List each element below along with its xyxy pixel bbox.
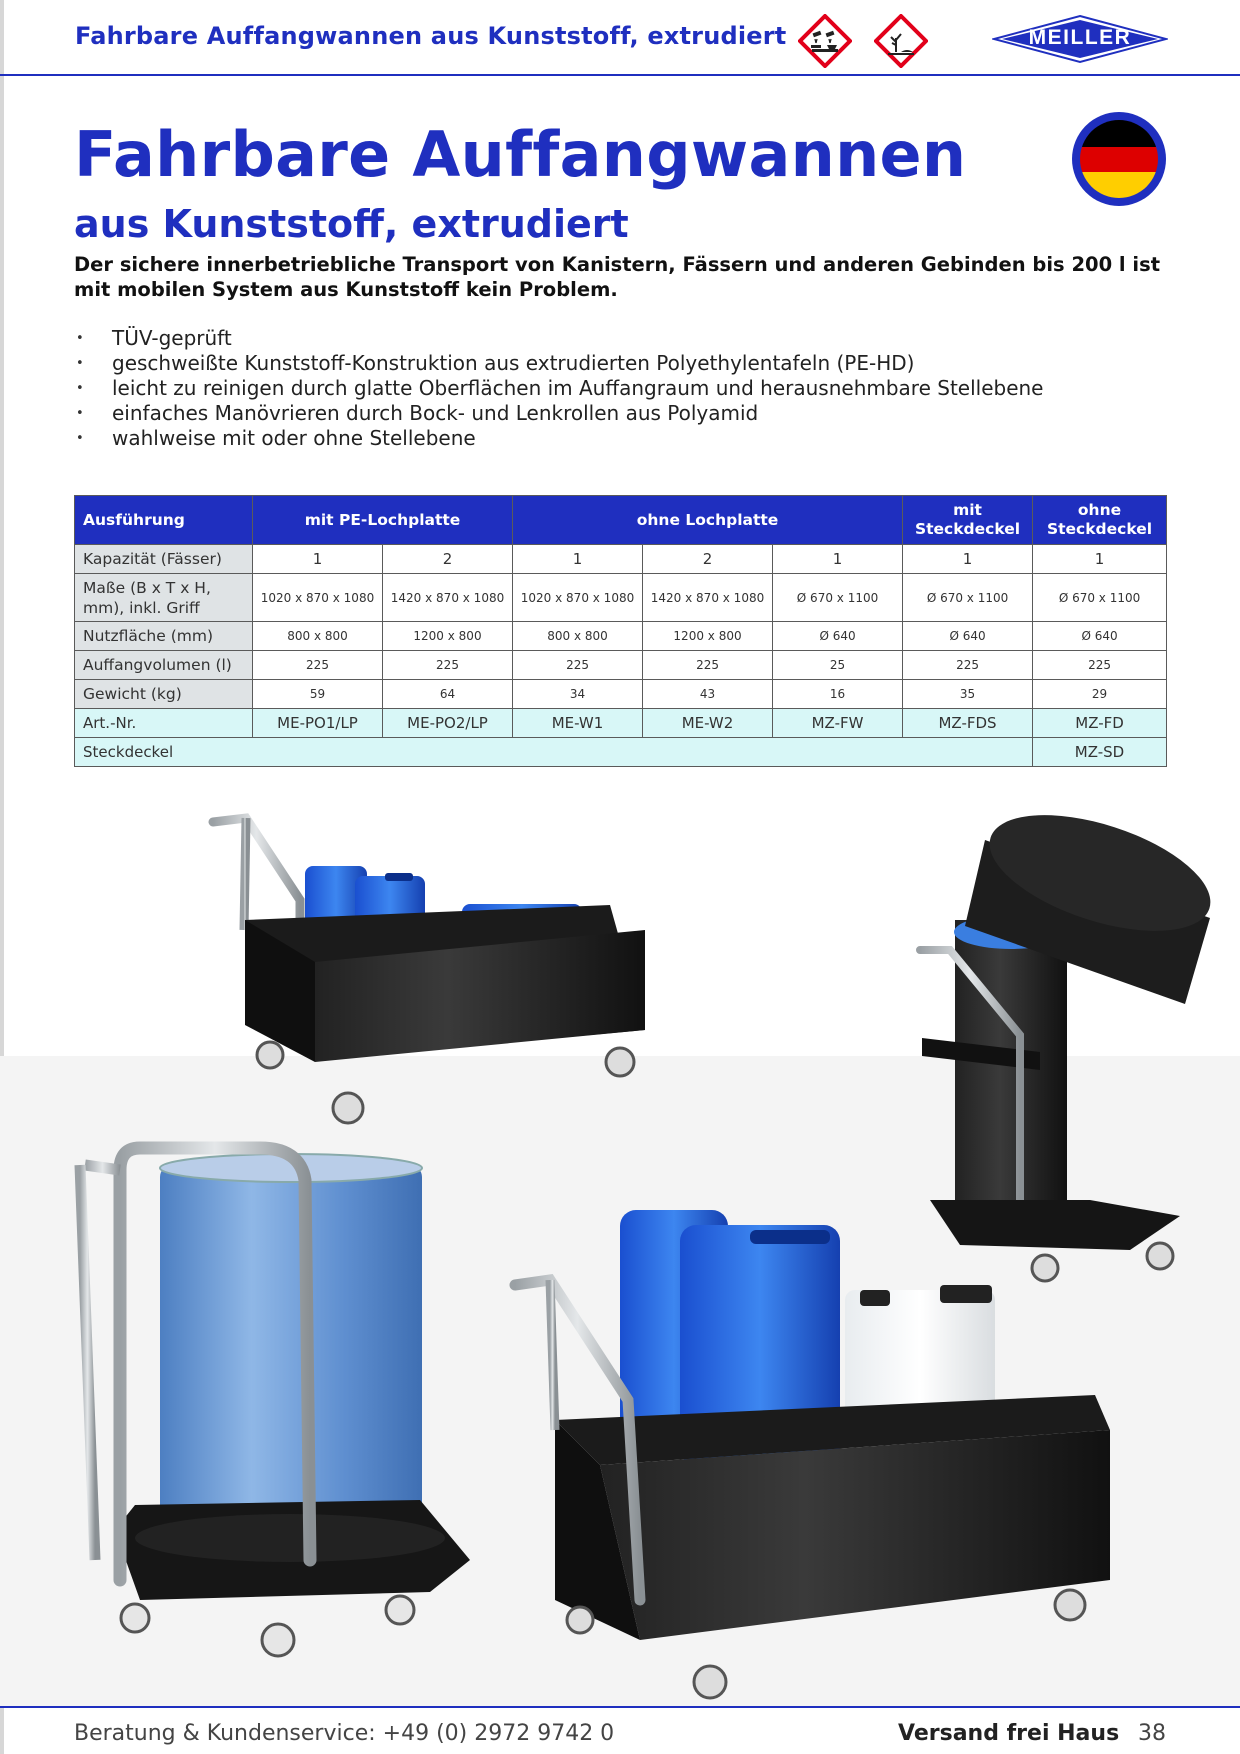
list-item: • TÜV-geprüft — [74, 326, 1043, 351]
list-item: • wahlweise mit oder ohne Stellebene — [74, 426, 1043, 451]
row-label: Maße (B x T x H, mm), inkl. Griff — [75, 574, 253, 622]
table-cell: MZ-FW — [773, 709, 903, 738]
list-item: • leicht zu reinigen durch glatte Oberflächen im Auffangraum und herausnehmbare Stellebene — [74, 376, 1043, 401]
table-cell: 1 — [903, 545, 1033, 574]
table-header: mit PE-Lochplatte — [253, 496, 513, 545]
footer-contact: Beratung & Kundenservice: +49 (0) 2972 9742 0 — [74, 1721, 615, 1746]
table-cell: 1420 x 870 x 1080 — [383, 574, 513, 622]
table-cell: 1020 x 870 x 1080 — [253, 574, 383, 622]
germany-flag-icon — [1070, 110, 1168, 208]
table-cell: 1200 x 800 — [383, 622, 513, 651]
table-cell: 225 — [643, 651, 773, 680]
table-cell: ME-W2 — [643, 709, 773, 738]
table-row — [75, 738, 1167, 767]
table-cell: 800 x 800 — [513, 622, 643, 651]
table-cell: Ø 670 x 1100 — [903, 574, 1033, 622]
table-cell: 34 — [513, 680, 643, 709]
table-cell: 225 — [253, 651, 383, 680]
table-row — [75, 680, 1167, 709]
page-title: Fahrbare Auffangwannen — [74, 118, 967, 191]
table-cell: 59 — [253, 680, 383, 709]
table-cell: ME-PO1/LP — [253, 709, 383, 738]
table-row — [75, 574, 1167, 622]
trolley-with-steel-drum — [80, 1148, 470, 1656]
table-cell: MZ-FD — [1033, 709, 1167, 738]
table-cell: 16 — [773, 680, 903, 709]
table-cell: 1200 x 800 — [643, 622, 773, 651]
table-row — [75, 545, 1167, 574]
table-cell: 1 — [773, 545, 903, 574]
row-label: Auffangvolumen (l) — [75, 651, 253, 680]
feature-list — [74, 326, 1043, 451]
row-label: Steckdeckel — [75, 738, 1033, 767]
table-cell: MZ-SD — [1033, 738, 1167, 767]
table-cell: ME-PO2/LP — [383, 709, 513, 738]
row-label: Art.-Nr. — [75, 709, 253, 738]
corrosive-pictogram-icon — [798, 14, 852, 68]
table-cell: 2 — [383, 545, 513, 574]
table-cell: 225 — [1033, 651, 1167, 680]
table-cell: Ø 640 — [773, 622, 903, 651]
product-photos — [0, 780, 1240, 1730]
row-label: Nutzfläche (mm) — [75, 622, 253, 651]
table-cell: 35 — [903, 680, 1033, 709]
table-cell: 25 — [773, 651, 903, 680]
table-cell: Ø 640 — [903, 622, 1033, 651]
intro-text: Der sichere innerbetriebliche Transport von Kanistern, Fässern und anderen Gebinden bis 200 l ist mit mobilen System aus Kunststoff kein Problem. — [74, 253, 1161, 301]
row-label: Gewicht (kg) — [75, 680, 253, 709]
environment-pictogram-icon — [874, 14, 928, 68]
table-cell: 43 — [643, 680, 773, 709]
meiller-logo: MEILLER — [992, 14, 1168, 64]
table-cell: 225 — [383, 651, 513, 680]
table-header: ohne Lochplatte — [513, 496, 903, 545]
list-item: • einfaches Manövrieren durch Bock- und Lenkrollen aus Polyamid — [74, 401, 1043, 426]
header-divider — [0, 74, 1240, 76]
table-cell: ME-W1 — [513, 709, 643, 738]
table-cell: 1020 x 870 x 1080 — [513, 574, 643, 622]
spec-table — [74, 495, 1167, 767]
page-number: 38 — [1138, 1721, 1166, 1746]
table-header: mit Steckdeckel — [903, 496, 1033, 545]
table-cell: Ø 640 — [1033, 622, 1167, 651]
table-cell: 29 — [1033, 680, 1167, 709]
table-header: ohne Steckdeckel — [1033, 496, 1167, 545]
table-cell: Ø 670 x 1100 — [1033, 574, 1167, 622]
footer-shipping: Versand frei Haus — [898, 1721, 1120, 1746]
table-cell: 1420 x 870 x 1080 — [643, 574, 773, 622]
trolley-with-drum-and-lid — [920, 792, 1224, 1281]
header-title: Fahrbare Auffangwannen aus Kunststoff, extrudiert — [75, 22, 787, 50]
table-cell: 1 — [513, 545, 643, 574]
table-cell: 800 x 800 — [253, 622, 383, 651]
trolley-with-blue-and-white-canisters — [515, 1210, 1110, 1698]
table-cell: MZ-FDS — [903, 709, 1033, 738]
table-row — [75, 622, 1167, 651]
table-header-row — [75, 496, 1167, 545]
page-subtitle: aus Kunststoff, extrudiert — [74, 202, 629, 246]
trolley-with-canisters — [213, 818, 645, 1123]
table-cell: Ø 670 x 1100 — [773, 574, 903, 622]
table-header: Ausführung — [75, 496, 253, 545]
footer-divider — [0, 1706, 1240, 1708]
table-cell: 1 — [1033, 545, 1167, 574]
table-cell: 2 — [643, 545, 773, 574]
page-header — [0, 0, 1240, 76]
table-cell: 225 — [513, 651, 643, 680]
table-cell: 64 — [383, 680, 513, 709]
table-row — [75, 709, 1167, 738]
table-row — [75, 651, 1167, 680]
table-cell: 1 — [253, 545, 383, 574]
list-item: • geschweißte Kunststoff-Konstruktion aus extrudierten Polyethylentafeln (PE-HD) — [74, 351, 1043, 376]
row-label: Kapazität (Fässer) — [75, 545, 253, 574]
table-cell: 225 — [903, 651, 1033, 680]
